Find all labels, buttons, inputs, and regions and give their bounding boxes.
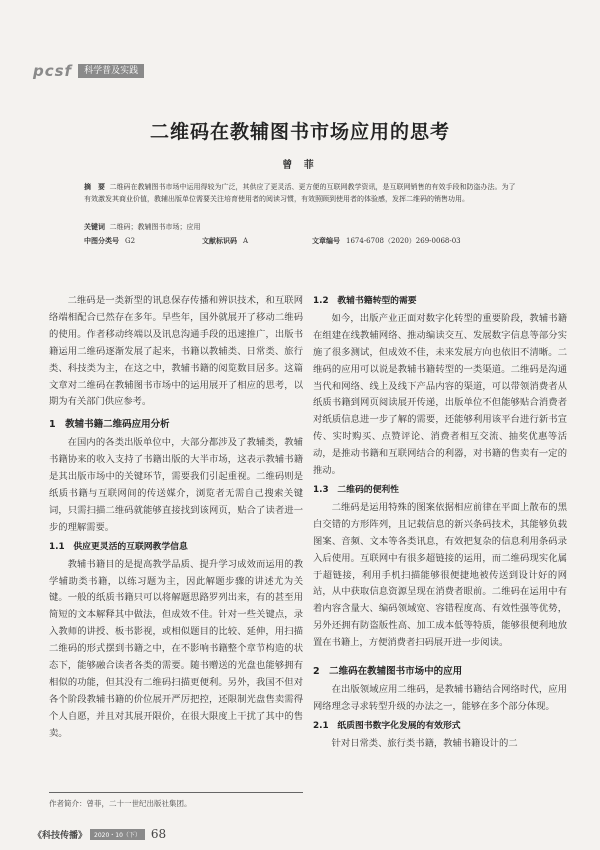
section-2-text: 在出版领域应用二维码，是教辅书籍结合网络时代，应用网络理念寻求转型升级的办法之一，能够在多个部分体现。: [313, 683, 567, 712]
article-number: [312, 236, 461, 246]
article-title: 二维码在教辅图书市场应用的思考: [149, 121, 450, 143]
clc-number: [84, 236, 135, 246]
section-1-1-text: 教辅书籍目的是提高教学品质、提升学习成效而运用的教学辅助类书籍，以练习题为主，因此解题步骤的讲述尤为关键。一般的纸质书籍只可以将解题思路罗列出来，有的甚至用简短的文本解释其中做法，但成效不佳。针对一些关键点，录入教师的讲授、板书影视，或相似题目的比较、延伸，用扫描二维码的形式摆到书籍之中，在不影响书籍整个章节构造的状态下，能够融合读者各类的需要。随书赠送的光盘也能够拥有相似的功能，但其没有二维码扫描更便利。另外，我国不但对各个阶段教辅书籍的价位展开严厉把控，还限制光盘售卖需得个人自愿，并且对其展开限价，在很大限度上干扰了其中的售卖。: [49, 558, 303, 739]
abstract: [84, 181, 516, 205]
abstract-label: 摘 要: [84, 183, 105, 191]
section-1-3-text: 二维码是运用特殊的图案依据相应前律在平面上散布的黑白交错的方形阵列，且记载信息的新兴条码技术，其能够负载图案、音频、文本等各类讯息，有效把复杂的信息利用条码录入后使用。互联网中有很多超链接的运用，而二维码现实化属于超链接，利用手机扫描能够很便捷地被传送到设计好的网站，从中获取信息资源呈现在消费者眼前。二维码在运用中有着内容含量大、编码领域宽、容错程度高、有效性强等优势，另外还拥有防盗版性高、加工成本低等特质，能够很便利地放置在书籍上，方便消费者扫码展开进一步阅读。: [313, 501, 567, 649]
keywords-text: 二维码；教辅图书市场；应用: [109, 223, 201, 231]
author-name: 曾 菲: [282, 160, 318, 171]
journal-logo: pcsf: [33, 62, 73, 80]
section-1-text: 在国内的各类出版单位中，大部分都涉及了教辅类，教辅书籍协来的收入支持了书籍出版的大半市场，这表示教辅书籍是其出版市场中的关键环节，需要我们引起重视。二维码则是纸质书籍与互联网间的传送媒介，浏览者无需自己搜索关键词，只需扫描二维码就能够直接找到该网页，贴合了读者进一步的理解需要。: [49, 437, 303, 533]
section-1-2-heading: 1.2 教辅书籍转型的需要: [313, 296, 417, 306]
id-value: 1674-6708（2020）269-0068-03: [346, 237, 461, 245]
section-1-3-heading: 1.3 二维码的便利性: [313, 484, 399, 495]
section-1-heading: 1 教辅书籍二维码应用分析: [49, 419, 170, 431]
keywords: [84, 222, 200, 232]
section-label: 科学普及实践: [78, 64, 144, 78]
keywords-label: 关键词: [84, 223, 105, 231]
clc-value: G2: [125, 237, 136, 245]
id-label: 文章编号: [312, 237, 340, 245]
running-header: [33, 63, 144, 79]
doc-value: A: [243, 237, 249, 245]
journal-name: 《科技传播》: [33, 830, 88, 841]
right-column: [313, 293, 567, 753]
doc-label: 文献标识码: [202, 237, 237, 245]
section-1-2-text: 如今，出版产业正面对数字化转型的重要阶段，教辅书籍在组建在线教辅网络、推动编读交互、发展数字信息等部分实施了很多测试，但成效不佳，未来发展方向也依旧不清晰。二维码的应用可以说是教辅书籍转型的一类渠道。二维码是沟通当代和网络、线上及线下产品内容的渠道，可以带领消费者从纸质书籍到网页阅读展开传递，出版单位不但能够贴合消费者对纸质信息进一步了解的需要，还能够利用该平台进行新书宣传、实时购买、点赞评论、消费者相互交流、抽奖优惠等活动，是推动书籍和互联网结合的利器，对书籍的售卖有一定的推动。: [313, 312, 567, 477]
left-column: [49, 293, 303, 743]
abstract-text: 二维码在教辅图书市场中运用得较为广泛，其供应了更灵活、更方便的互联网教学资讯，是互联网销售的有效手段和防盗办法。为了有效激发其商业价值，教辅出版单位需要关注培育使用者的阅读习惯，有效照顾到使用者的体验感，发挥二维码的销售功用。: [84, 183, 516, 203]
page-footer: [33, 827, 166, 841]
section-2-heading: 2 二维码在教辅图书市场中的应用: [313, 666, 463, 678]
author-footnote: 作者简介：曾菲，二十一世纪出版社集团。: [49, 799, 192, 808]
page-number: 68: [150, 827, 167, 841]
issue-label: 2020・10（下）: [90, 829, 145, 840]
intro-paragraph: 二维码是一类新型的讯息保存传播和辨识技术，和互联网络端相配合已然存在多年。早些年，国外就展开了移动二维码的使用。作者移动终端以及讯息沟通手段的迅速推广，出版书籍运用二维码逐渐发展了起来，书籍以教辅类、日常类、旅行类、科技类为主，在这之中，教辅书籍的阅览数目居多。这篇文章对二维码在教辅图书市场中的运用展开了相应的思考，以期为有关部门供应参考。: [49, 295, 303, 408]
clc-label: 中图分类号: [84, 237, 119, 245]
section-2-1-heading: 2.1 纸质图书数字化发展的有效形式: [313, 720, 461, 731]
doc-code: [202, 236, 248, 246]
footnote-divider: [49, 792, 303, 793]
section-1-1-heading: 1.1 供应更灵活的互联网教学信息: [49, 541, 188, 552]
section-2-1-text: 针对日常类、旅行类书籍，教辅书籍设计的二: [331, 737, 518, 749]
